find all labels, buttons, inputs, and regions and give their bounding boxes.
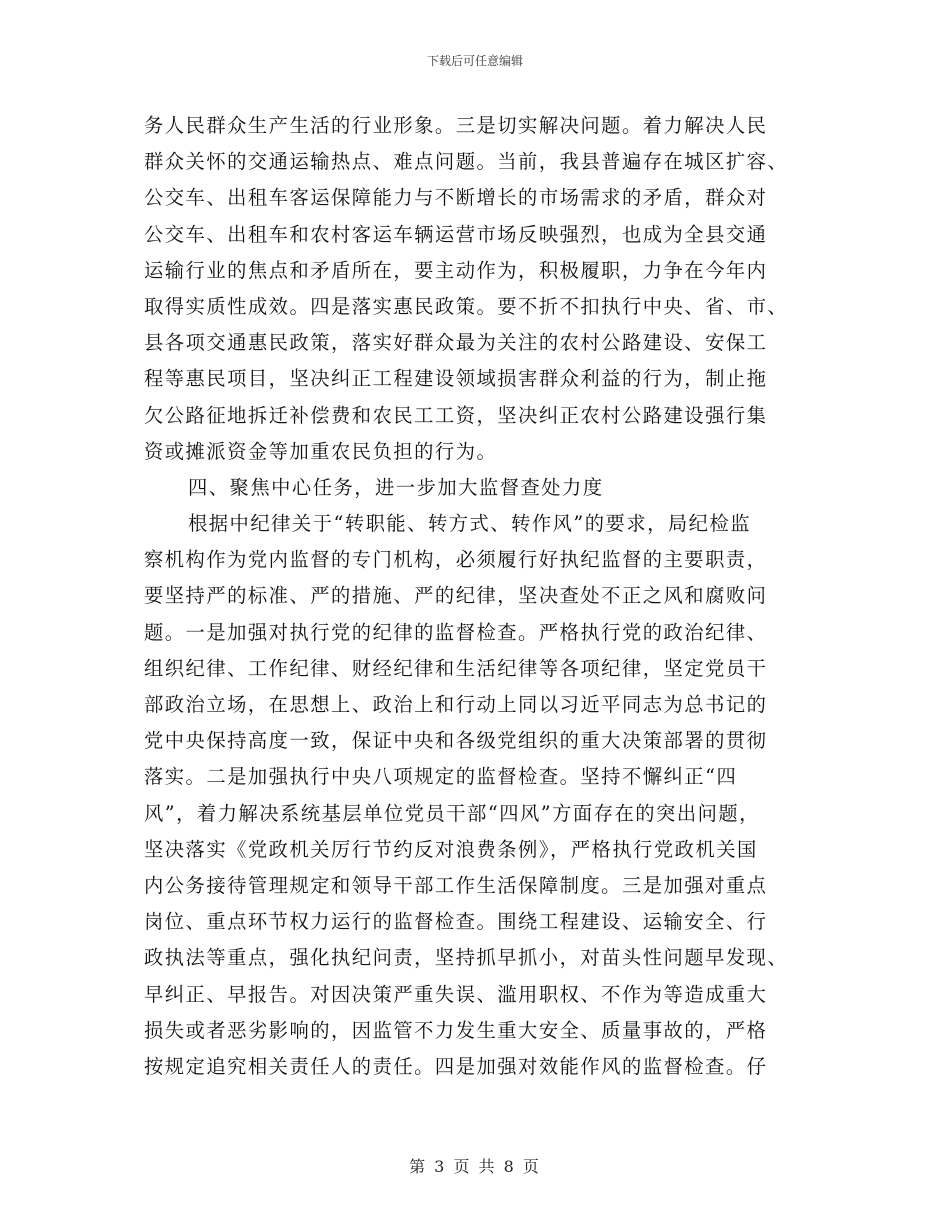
paragraph-line: 县各项交通惠民政策，落实好群众最为关注的农村公路建设、安保工 (144, 331, 768, 355)
paragraph-line: 党中央保持高度一致，保证中央和各级党组织的重大决策部署的贯彻 (144, 729, 768, 753)
paragraph-line: 部政治立场，在思想上、政治上和行动上同以习近平同志为总书记的 (144, 693, 768, 716)
page-header: 下载后可任意编辑 (426, 54, 523, 68)
paragraph-line: 风”，着力解决系统基层单位党员干部“四风”方面存在的突出问题， (144, 801, 760, 825)
paragraph-line: 政执法等重点，强化执纪问责，坚持抓早抓小，对苗头性问题早发现、 (144, 946, 789, 970)
paragraph-line: 公交车、出租车客运保障能力与不断增长的市场需求的矛盾，群众对 (144, 186, 768, 210)
paragraph-line: 早纠正、早报告。对因决策严重失误、滥用职权、不作为等造成重大 (144, 982, 768, 1006)
paragraph-line: 程等惠民项目，坚决纠正工程建设领域损害群众利益的行为，制止拖 (144, 367, 768, 391)
paragraph-line: 运输行业的焦点和矛盾所在，要主动作为，积极履职，力争在今年内 (144, 258, 768, 282)
paragraph-line: 落实。二是加强执行中央八项规定的监督检查。坚持不懈纠正“四 (144, 765, 738, 789)
paragraph-line: 按规定追究相关责任人的责任。四是加强对效能作风的监督检查。仔 (144, 1054, 768, 1078)
paragraph-line: 务人民群众生产生活的行业形象。三是切实解决问题。着力解决人民 (144, 114, 768, 137)
paragraph-line: 欠公路征地拆迁补偿费和农民工工资，坚决纠正农村公路建设强行集 (144, 403, 768, 427)
paragraph-line: 要坚持严的标准、严的措施、严的纪律，坚决查处不正之风和腐败问 (144, 584, 768, 608)
paragraph-line: 坚决落实《党政机关厉行节约反对浪费条例》，严格执行党政机关国 (144, 837, 758, 861)
paragraph-line: 取得实质性成效。四是落实惠民政策。要不折不扣执行中央、省、市、 (144, 294, 789, 318)
document-body (144, 108, 804, 1085)
page-number: 第 3 页 共 8 页 (409, 1157, 541, 1176)
paragraph-line: 察机构作为党内监督的专门机构，必须履行好执纪监督的主要职责， (144, 548, 768, 572)
paragraph-line: 资或摊派资金等加重农民负担的行为。 (144, 439, 498, 463)
paragraph-line: 内公务接待管理规定和领导干部工作生活保障制度。三是加强对重点 (144, 873, 768, 897)
paragraph-line: 损失或者恶劣影响的，因监管不力发生重大安全、质量事故的，严格 (144, 1018, 768, 1042)
paragraph-line: 公交车、出租车和农村客运车辆运营市场反映强烈，也成为全县交通 (144, 222, 768, 246)
paragraph-line: 群众关怀的交通运输热点、难点问题。当前，我县普遍存在城区扩容、 (144, 150, 789, 174)
paragraph-line: 组织纪律、工作纪律、财经纪律和生活纪律等各项纪律，坚定党员干 (144, 656, 768, 680)
section-heading: 四、聚焦中心任务，进一步加大监督查处力度 (188, 475, 604, 499)
paragraph-line: 根据中纪律关于“转职能、转方式、转作风”的要求，局纪检监 (188, 512, 752, 536)
paragraph-line: 题。一是加强对执行党的纪律的监督检查。严格执行党的政治纪律、 (144, 620, 768, 644)
paragraph-line: 岗位、重点环节权力运行的监督检查。围绕工程建设、运输安全、行 (144, 910, 768, 934)
